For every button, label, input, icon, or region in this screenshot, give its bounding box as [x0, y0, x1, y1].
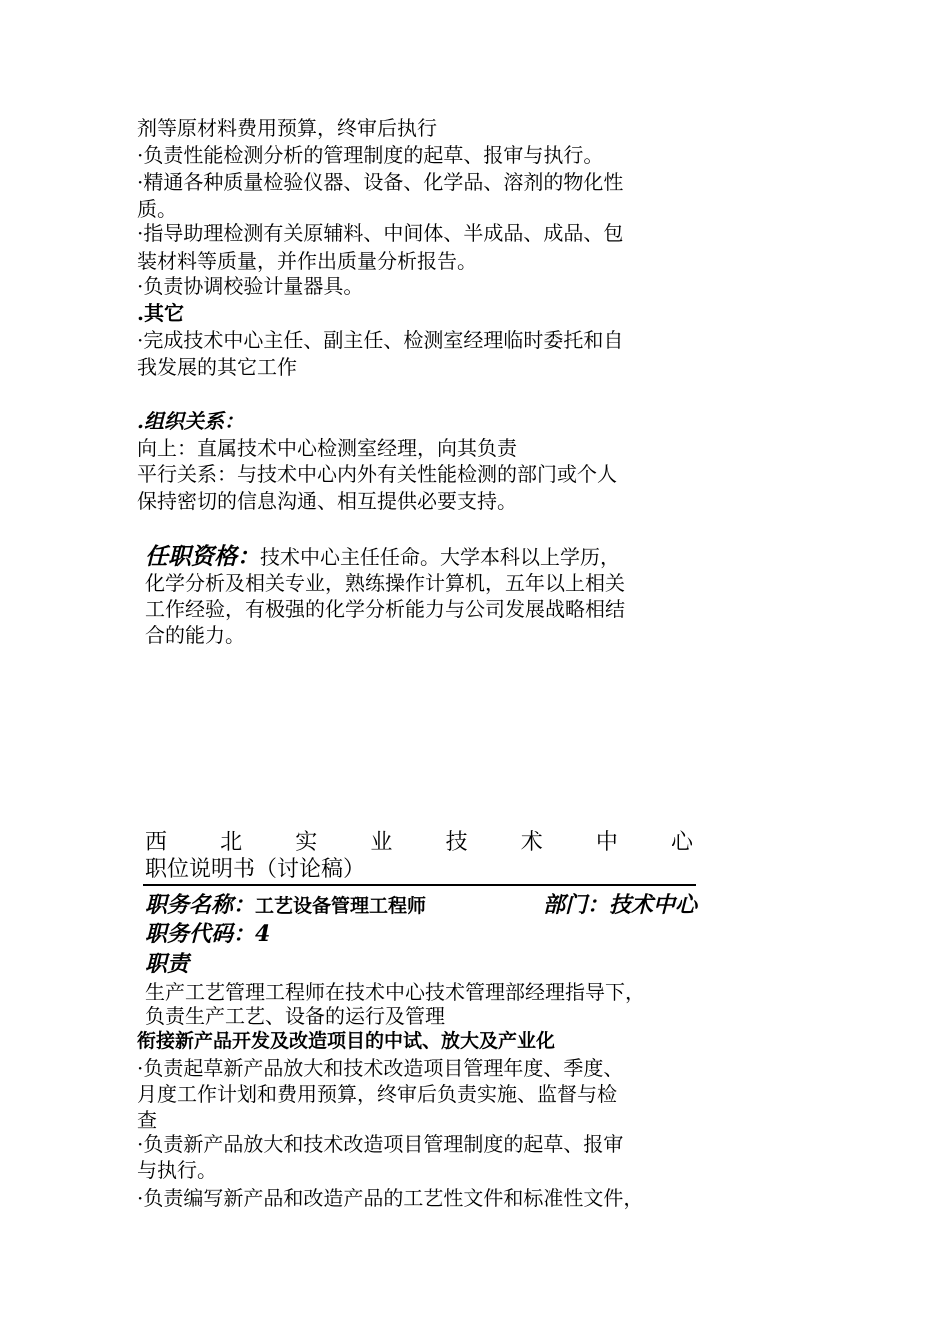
text-line: 向上：直属技术中心检测室经理，向其负责: [137, 436, 517, 460]
title-char: 术: [520, 830, 543, 855]
text-line: 保持密切的信息沟通、相互提供必要支持。: [137, 489, 517, 513]
text-line: 质。: [137, 197, 177, 221]
text-line: 装材料等质量，并作出质量分析报告。: [137, 249, 477, 273]
text-line: 剂等原材料费用预算，终审后执行: [137, 116, 437, 140]
text-line: 工作经验，有极强的化学分析能力与公司发展战略相结: [145, 597, 625, 621]
qualification-first-line: [145, 542, 705, 572]
text-line: 查: [137, 1108, 157, 1132]
title-char: 业: [370, 830, 393, 855]
text-line: ·完成技术中心主任、副主任、检测室经理临时委托和自: [137, 328, 624, 352]
text-line: 负责生产工艺、设备的运行及管理: [145, 1004, 445, 1028]
job-name-label: 职务名称：: [145, 892, 256, 918]
qualification-text: 技术中心主任任命。大学本科以上学历，: [260, 545, 620, 569]
text-line: 生产工艺管理工程师在技术中心技术管理部经理指导下，: [145, 980, 645, 1004]
job-code-label: 职务代码：: [145, 921, 256, 947]
text-line: 月度工作计划和费用预算，终审后负责实施、监督与检: [137, 1082, 617, 1106]
text-line: 与执行。: [137, 1158, 217, 1182]
section-heading-org: .组织关系：: [137, 409, 244, 433]
job-code-value: 4: [255, 921, 271, 947]
department-field: [543, 891, 697, 919]
text-line: ·精通各种质量检验仪器、设备、化学品、溶剂的物化性: [137, 170, 624, 194]
job-code-row: [145, 920, 697, 948]
title-char: 实: [295, 830, 318, 855]
section-heading-other: .其它: [137, 301, 184, 325]
duty-heading: 职责: [145, 951, 190, 977]
text-line: 合的能力。: [145, 623, 245, 647]
title-char: 技: [445, 830, 468, 855]
job-name-row: [145, 891, 697, 920]
department-label: 部门：: [542, 892, 609, 918]
department-value: 技术中心: [608, 892, 697, 918]
text-line: ·指导助理检测有关原辅料、中间体、半成品、成品、包: [137, 221, 624, 245]
job-name-value: 工艺设备管理工程师: [255, 895, 427, 917]
text-line: 平行关系：与技术中心内外有关性能检测的部门或个人: [137, 462, 617, 486]
text-line: ·负责编写新产品和改造产品的工艺性文件和标准性文件，: [137, 1186, 644, 1210]
title-char: 中: [595, 830, 618, 855]
qualification-label: 任职资格：: [145, 543, 260, 570]
title-char: 北: [220, 830, 243, 855]
title-char: 心: [670, 830, 693, 855]
text-line: ·负责性能检测分析的管理制度的起草、报审与执行。: [137, 143, 604, 167]
company-title: [145, 828, 693, 858]
document-subtitle: 职位说明书（讨论稿）: [145, 857, 366, 882]
text-line: 化学分析及相关专业，熟练操作计算机，五年以上相关: [145, 571, 625, 595]
title-char: 西: [145, 830, 168, 855]
text-line: ·负责新产品放大和技术改造项目管理制度的起草、报审: [137, 1132, 624, 1156]
sub-heading: 衔接新产品开发及改造项目的中试、放大及产业化: [137, 1030, 556, 1052]
header-divider: [143, 884, 696, 886]
text-line: 我发展的其它工作: [137, 355, 297, 379]
text-line: ·负责起草新产品放大和技术改造项目管理年度、季度、: [137, 1056, 624, 1080]
text-line: ·负责协调校验计量器具。: [137, 274, 364, 298]
